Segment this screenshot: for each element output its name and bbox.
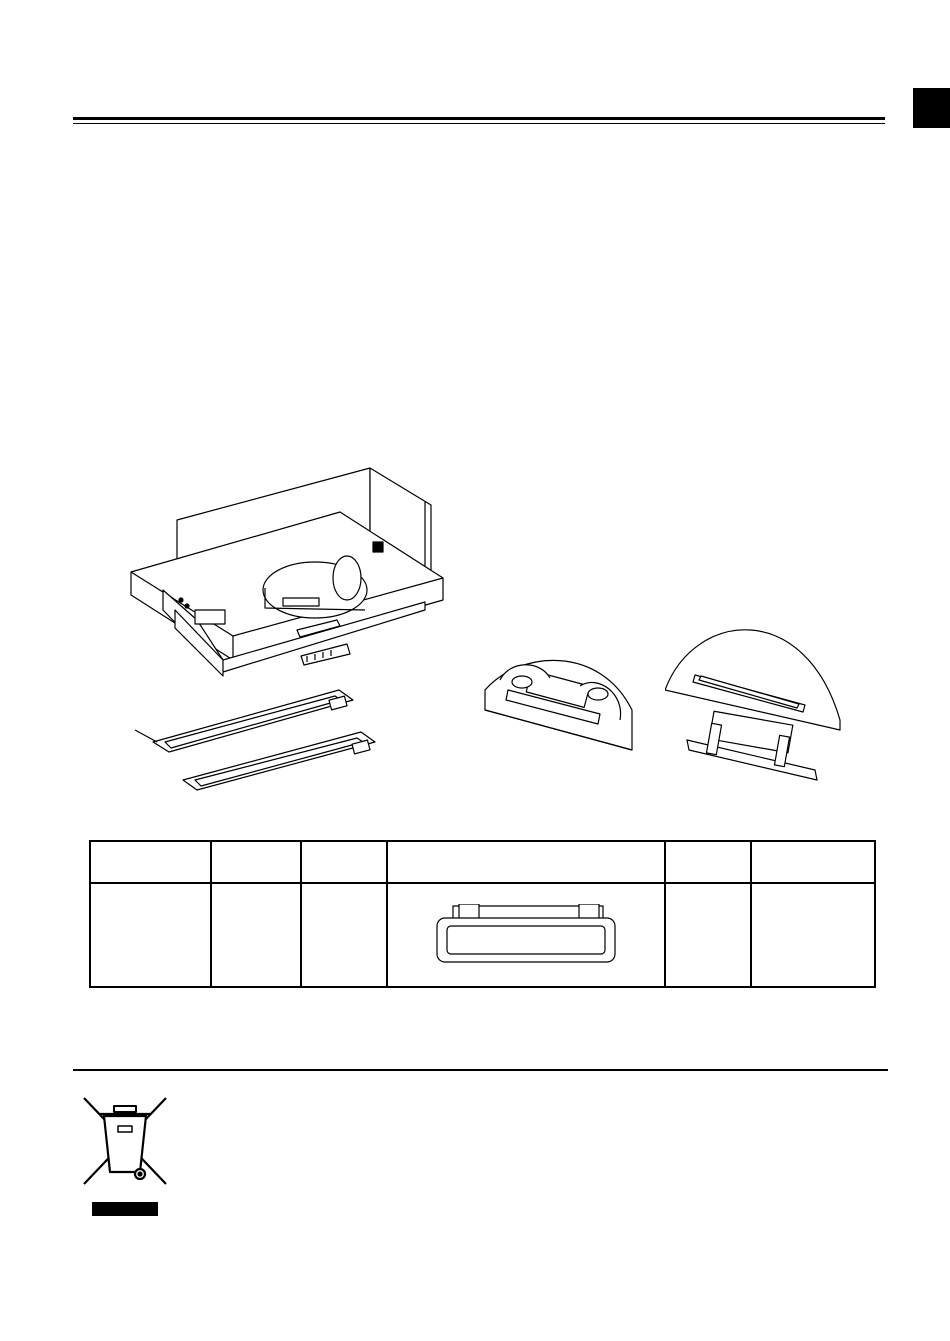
lamp-removal-step-illustration: [480, 650, 640, 760]
spec-header-cell: [751, 841, 875, 883]
language-tab-marker: [913, 88, 950, 128]
spec-cell: [665, 883, 751, 987]
lamp-detached: [301, 644, 350, 665]
lamp-component-icon: [431, 904, 621, 966]
spec-cell: [751, 883, 875, 987]
spec-cell-lamp-image: [387, 883, 665, 987]
spec-table-header-row: [90, 841, 875, 883]
spec-header-cell: [301, 841, 387, 883]
crossed-out-bin-icon: [78, 1092, 173, 1222]
spec-header-cell: [665, 841, 751, 883]
spec-cell: [301, 883, 387, 987]
spec-header-cell: [387, 841, 665, 883]
disposal-section-rule: [73, 1069, 888, 1071]
spec-table-row: [90, 883, 875, 987]
top-section-rule: [73, 117, 885, 124]
spec-header-cell: [211, 841, 301, 883]
lamp-module-illustration: [665, 620, 845, 785]
spec-cell: [211, 883, 301, 987]
spec-table: [89, 840, 876, 988]
spec-cell: [90, 883, 211, 987]
cooker-hood-illustration: [125, 460, 455, 830]
spec-header-cell: [90, 841, 211, 883]
